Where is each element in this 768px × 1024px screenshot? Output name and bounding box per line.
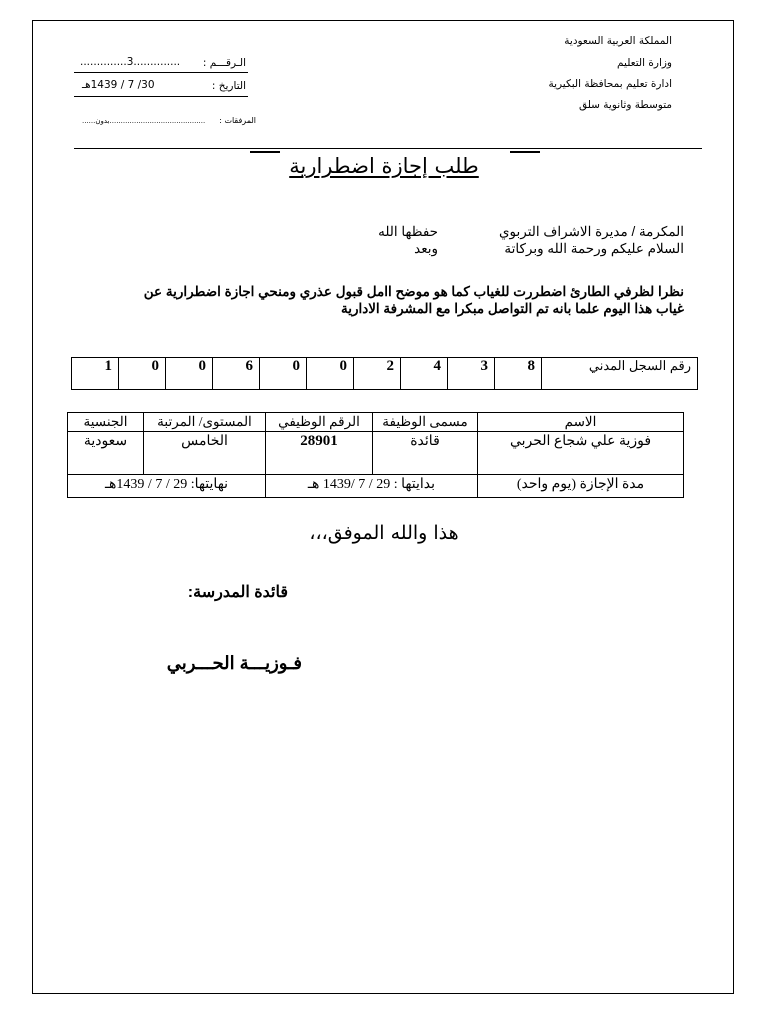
civil-digit: 0	[307, 358, 354, 390]
civil-digit: 0	[166, 358, 213, 390]
wabaad: وبعد	[414, 241, 438, 256]
leave-duration-label: مدة الإجازة (يوم واحد)	[478, 475, 684, 498]
signature-name: فـوزيـــة الحـــربي	[166, 653, 302, 673]
civil-digit: 4	[401, 358, 448, 390]
number-value: ..............3..............	[80, 56, 181, 68]
title-dash-left	[250, 151, 280, 153]
employee-header-row	[68, 413, 684, 432]
header-level: المستوى/ المرتبة	[144, 413, 266, 432]
employee-job-title: قائدة	[373, 432, 478, 475]
header-ministry: وزارة التعليم	[617, 57, 672, 69]
employee-level: الخامس	[144, 432, 266, 475]
signature-role: قائدة المدرسة:	[187, 584, 288, 601]
civil-digit: 0	[260, 358, 307, 390]
body-line-2: غياب هذا اليوم علما بانه تم التواصل مبكرا مع المشرفة الادارية	[340, 301, 684, 316]
leave-start: بدايتها : 29 / 7 /1439 هـ	[266, 475, 478, 498]
header-directorate: ادارة تعليم بمحافظة البكيرية	[548, 78, 672, 90]
number-label: الـرقـــم :	[202, 57, 246, 69]
civil-digit: 2	[354, 358, 401, 390]
civil-digit: 3	[448, 358, 495, 390]
leave-duration-row	[68, 475, 684, 498]
header-name: الاسم	[478, 413, 684, 432]
date-underline	[74, 96, 248, 97]
date-value: 30/ 7 / 1439هـ	[82, 79, 155, 91]
date-label: التاريخ :	[211, 80, 246, 92]
employee-name: فوزية علي شجاع الحربي	[478, 432, 684, 475]
attachments-label: المرفقات :	[219, 116, 256, 125]
attachments-value: ......بدون...........................................	[82, 117, 206, 125]
civil-digit: 0	[119, 358, 166, 390]
employee-value-row	[68, 432, 684, 475]
blessing: حفظها الله	[378, 224, 438, 239]
header-school: متوسطة وثانوية سلق	[578, 99, 672, 111]
civil-record-table	[71, 357, 698, 390]
civil-record-label: رقم السجل المدني	[542, 358, 698, 390]
header-kingdom: المملكة العربية السعودية	[564, 35, 672, 47]
number-underline	[74, 72, 248, 73]
header-nationality: الجنسية	[68, 413, 144, 432]
title-dash-right	[510, 151, 540, 153]
header-job-title: مسمى الوظيفة	[373, 413, 478, 432]
leave-end: نهايتها: 29 / 7 / 1439هـ	[68, 475, 266, 498]
header-job-number: الرقم الوظيفي	[266, 413, 373, 432]
employee-job-number: 28901	[266, 432, 373, 475]
recipient: المكرمة / مديرة الاشراف التربوي	[498, 224, 684, 239]
body-line-1: نظرا لظرفي الطارئ اضطررت للغياب كما هو موضح اامل قبول عذري ومنحي اجازة اضطرارية عن	[143, 284, 684, 299]
employee-nationality: سعودية	[68, 432, 144, 475]
civil-digit: 8	[495, 358, 542, 390]
closing-phrase: هذا والله الموفق،،،	[309, 522, 459, 544]
header-separator	[74, 148, 702, 149]
civil-record-row	[72, 358, 698, 390]
document-title: طلب إجازة اضطرارية	[289, 154, 479, 178]
employee-table	[67, 412, 684, 498]
salam: السلام عليكم ورحمة الله وبركاتة	[504, 241, 684, 256]
civil-digit: 6	[213, 358, 260, 390]
civil-digit: 1	[72, 358, 119, 390]
